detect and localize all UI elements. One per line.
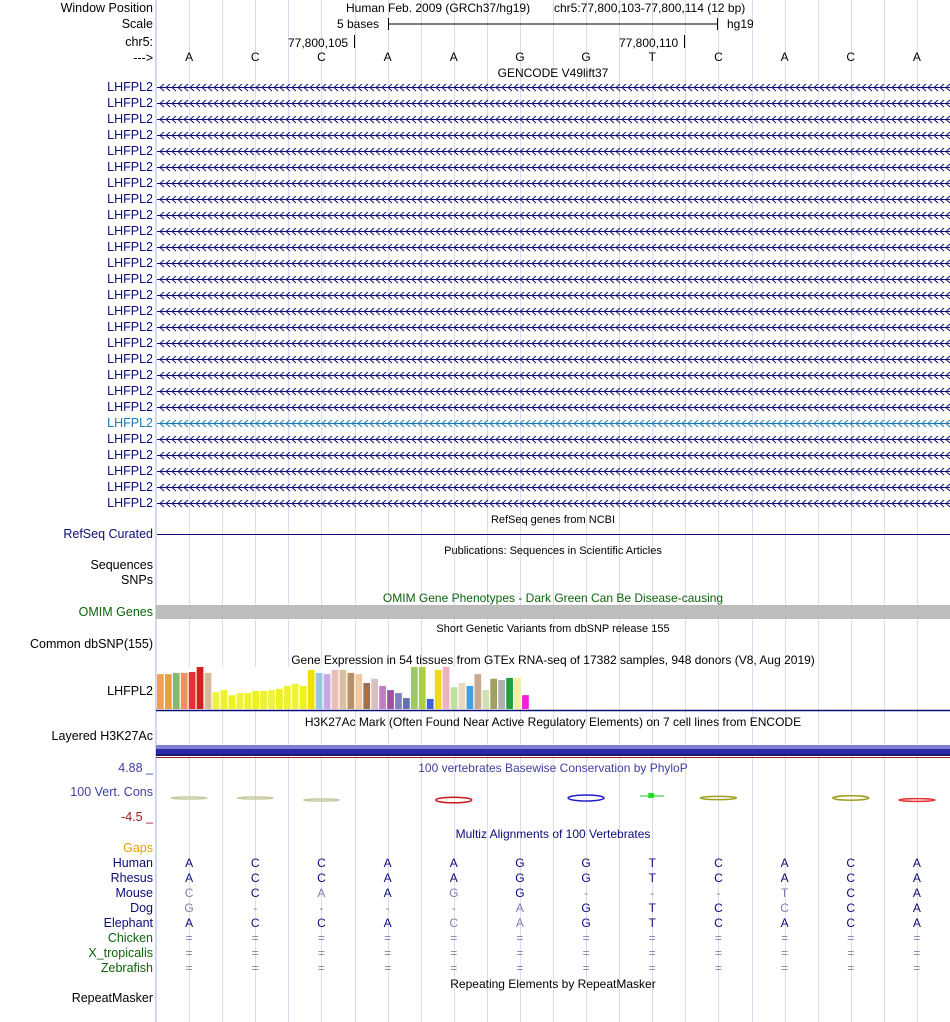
gtex-tissue-bar: [387, 690, 394, 709]
refseq-track-title: RefSeq genes from NCBI: [490, 514, 616, 526]
h3k27ac-layer: [156, 749, 950, 754]
gtex-tissue-bar: [474, 674, 481, 709]
coord-label-2: 77,800,110: [619, 36, 679, 50]
multiz-aligned-base: =: [781, 931, 789, 945]
cons-ymin-label: -4.5 _: [121, 810, 153, 824]
strand-label: --->: [133, 51, 153, 65]
multiz-aligned-base: =: [251, 961, 259, 975]
gtex-tissue-bar: [371, 679, 378, 709]
multiz-aligned-base: =: [582, 931, 590, 945]
gtex-tissue-bar: [419, 667, 426, 709]
gencode-transcript-label[interactable]: LHFPL2: [107, 208, 153, 222]
repeatmasker-track-title: Repeating Elements by RepeatMasker: [450, 977, 656, 991]
multiz-aligned-base: G: [581, 901, 591, 915]
multiz-aligned-base: C: [846, 856, 856, 870]
gtex-tissue-bar: [173, 673, 180, 709]
multiz-aligned-base: G: [581, 916, 591, 930]
multiz-aligned-base: =: [317, 946, 325, 960]
multiz-aligned-base: -: [584, 886, 589, 900]
multiz-aligned-base: A: [780, 871, 789, 885]
base-letter: C: [714, 50, 723, 64]
omim-track-label[interactable]: OMIM Genes: [78, 605, 153, 619]
multiz-aligned-base: C: [317, 871, 326, 885]
multiz-aligned-base: C: [846, 871, 856, 885]
multiz-aligned-base: =: [384, 946, 392, 960]
dbsnp-track-title: Short Genetic Variants from dbSNP release 155: [436, 623, 670, 635]
multiz-aligned-base: =: [384, 931, 392, 945]
multiz-species-label[interactable]: X_tropicalis: [88, 946, 153, 960]
multiz-aligned-base: A: [912, 901, 921, 915]
multiz-aligned-base: G: [449, 886, 459, 900]
gencode-transcript-label[interactable]: LHFPL2: [107, 400, 153, 414]
multiz-aligned-base: =: [516, 961, 524, 975]
gtex-tissue-bar: [435, 670, 442, 709]
gtex-tissue-bar: [490, 679, 497, 709]
gtex-tissue-bar: [411, 667, 418, 709]
gtex-track-title: Gene Expression in 54 tissues from GTEx RNA-seq of 17382 samples, 948 donors (V8, Aug 2019): [291, 653, 815, 667]
multiz-aligned-base: =: [450, 946, 458, 960]
gtex-tissue-bar: [498, 680, 505, 709]
multiz-aligned-base: G: [515, 856, 525, 870]
multiz-aligned-base: =: [714, 946, 722, 960]
base-letter: A: [780, 50, 789, 64]
gtex-tissue-bar: [482, 690, 489, 709]
pubs-sequences-label[interactable]: Sequences: [90, 558, 153, 572]
multiz-aligned-base: =: [384, 961, 392, 975]
base-letter: C: [846, 50, 856, 64]
gencode-transcript-label[interactable]: LHFPL2: [107, 192, 153, 206]
multiz-aligned-base: -: [319, 901, 324, 915]
h3k27ac-layer: [156, 745, 950, 749]
multiz-aligned-base: =: [582, 946, 590, 960]
multiz-gaps-label[interactable]: Gaps: [123, 841, 153, 855]
assembly-name: Human Feb. 2009 (GRCh37/hg19): [346, 1, 531, 15]
gtex-tissue-bar: [308, 670, 315, 709]
gencode-transcript-label[interactable]: LHFPL2: [107, 240, 153, 254]
multiz-aligned-base: C: [714, 901, 723, 915]
gtex-tissue-bar: [189, 672, 196, 709]
gtex-tissue-bar: [284, 686, 291, 709]
multiz-aligned-base: C: [714, 856, 723, 870]
multiz-aligned-base: A: [185, 856, 194, 870]
gencode-transcript-label[interactable]: LHFPL2: [107, 144, 153, 158]
gtex-tissue-bar: [228, 695, 235, 709]
gtex-tissue-bar: [220, 690, 227, 709]
multiz-aligned-base: T: [780, 886, 789, 900]
multiz-aligned-base: =: [847, 931, 855, 945]
multiz-aligned-base: T: [648, 871, 656, 885]
multiz-aligned-base: C: [317, 916, 326, 930]
multiz-aligned-base: A: [449, 871, 458, 885]
multiz-aligned-base: =: [714, 961, 722, 975]
multiz-aligned-base: C: [317, 856, 326, 870]
gtex-tissue-bar: [363, 683, 370, 709]
gtex-tissue-bar: [181, 673, 188, 709]
multiz-aligned-base: G: [581, 871, 591, 885]
gencode-transcript-label[interactable]: LHFPL2: [107, 160, 153, 174]
gencode-transcript-label[interactable]: LHFPL2: [107, 80, 153, 94]
multiz-aligned-base: A: [449, 856, 458, 870]
multiz-aligned-base: =: [516, 931, 524, 945]
multiz-aligned-base: =: [582, 961, 590, 975]
multiz-aligned-base: =: [450, 961, 458, 975]
multiz-aligned-base: G: [515, 871, 525, 885]
multiz-aligned-base: A: [383, 871, 392, 885]
multiz-aligned-base: =: [185, 931, 193, 945]
gencode-transcript-label[interactable]: LHFPL2: [107, 336, 153, 350]
cons-score-mark: [436, 797, 472, 803]
multiz-aligned-base: C: [449, 916, 459, 930]
gtex-tissue-bar: [197, 667, 204, 709]
multiz-aligned-base: =: [913, 946, 921, 960]
h3k27ac-track-label[interactable]: Layered H3K27Ac: [51, 729, 153, 743]
multiz-aligned-base: =: [781, 961, 789, 975]
multiz-aligned-base: =: [516, 946, 524, 960]
gtex-tissue-bar: [403, 698, 410, 709]
multiz-track-title: Multiz Alignments of 100 Vertebrates: [455, 827, 651, 841]
gencode-transcript-label[interactable]: LHFPL2: [107, 224, 153, 238]
window-position-label: Window Position: [60, 1, 153, 15]
multiz-aligned-base: T: [648, 916, 656, 930]
multiz-aligned-base: =: [913, 931, 921, 945]
multiz-aligned-base: C: [250, 916, 260, 930]
multiz-aligned-base: G: [581, 856, 591, 870]
multiz-aligned-base: =: [251, 946, 259, 960]
base-letter: T: [648, 50, 656, 64]
refseq-track-label[interactable]: RefSeq Curated: [63, 527, 153, 541]
multiz-aligned-base: =: [450, 931, 458, 945]
multiz-aligned-base: -: [650, 886, 655, 900]
gtex-tissue-bar: [379, 686, 386, 709]
gtex-tissue-bar: [205, 673, 212, 709]
multiz-aligned-base: =: [317, 931, 325, 945]
gtex-tissue-bar: [451, 687, 458, 709]
omim-gene-bar: [156, 605, 950, 619]
multiz-aligned-base: T: [648, 856, 656, 870]
gencode-transcript-label[interactable]: LHFPL2: [107, 448, 153, 462]
base-letter: G: [581, 50, 591, 64]
multiz-aligned-base: =: [251, 931, 259, 945]
gtex-tissue-bar: [347, 673, 354, 709]
coord-label-1: 77,800,105: [288, 36, 349, 50]
multiz-aligned-base: -: [716, 886, 721, 900]
multiz-aligned-base: C: [846, 886, 856, 900]
gtex-tissue-bar: [165, 674, 172, 709]
gencode-transcript-label[interactable]: LHFPL2: [107, 416, 153, 430]
multiz-aligned-base: A: [383, 856, 392, 870]
base-letter: A: [449, 50, 458, 64]
cons-score-mark: [833, 796, 869, 800]
gtex-tissue-bar: [316, 673, 323, 709]
gencode-transcript-label[interactable]: LHFPL2: [107, 464, 153, 478]
gtex-tissue-bar: [522, 695, 529, 709]
gtex-tissue-bar: [443, 667, 450, 709]
gtex-tissue-bar: [157, 674, 164, 709]
multiz-aligned-base: G: [515, 886, 525, 900]
multiz-aligned-base: C: [184, 886, 194, 900]
multiz-aligned-base: A: [912, 916, 921, 930]
multiz-aligned-base: =: [648, 946, 656, 960]
multiz-aligned-base: =: [185, 946, 193, 960]
base-letter: A: [383, 50, 392, 64]
gencode-transcript-label[interactable]: LHFPL2: [107, 288, 153, 302]
gtex-tissue-bar: [268, 690, 275, 709]
gencode-transcript-label[interactable]: LHFPL2: [107, 368, 153, 382]
gencode-transcript-label[interactable]: LHFPL2: [107, 96, 153, 110]
multiz-aligned-base: =: [847, 946, 855, 960]
multiz-aligned-base: -: [253, 901, 258, 915]
multiz-aligned-base: A: [515, 901, 524, 915]
multiz-aligned-base: A: [383, 886, 392, 900]
gtex-track-label[interactable]: LHFPL2: [107, 684, 153, 698]
gencode-transcript-label[interactable]: LHFPL2: [107, 496, 153, 510]
gtex-tissue-bar: [514, 678, 521, 709]
gencode-track-title: GENCODE V49lift37: [497, 66, 609, 80]
multiz-aligned-base: C: [780, 901, 789, 915]
multiz-aligned-base: A: [912, 871, 921, 885]
multiz-aligned-base: =: [317, 961, 325, 975]
gtex-tissue-bar: [355, 674, 362, 709]
gencode-transcript-label[interactable]: LHFPL2: [107, 384, 153, 398]
multiz-aligned-base: T: [648, 901, 656, 915]
multiz-aligned-base: =: [648, 931, 656, 945]
multiz-aligned-base: A: [912, 856, 921, 870]
multiz-aligned-base: C: [250, 886, 260, 900]
gtex-tissue-bar: [467, 686, 474, 709]
base-letter: C: [317, 50, 326, 64]
cons-ymax-label: 4.88 _: [118, 761, 153, 775]
gencode-transcript-label[interactable]: LHFPL2: [107, 256, 153, 270]
gtex-tissue-bar: [292, 684, 299, 709]
base-letter: G: [515, 50, 525, 64]
cons-track-label[interactable]: 100 Vert. Cons: [70, 785, 153, 799]
assembly-db: hg19: [727, 17, 754, 31]
multiz-species-label[interactable]: Rhesus: [110, 871, 153, 885]
multiz-aligned-base: A: [780, 856, 789, 870]
multiz-species-label[interactable]: Zebrafish: [100, 961, 153, 975]
gencode-transcript-label[interactable]: LHFPL2: [107, 176, 153, 190]
gencode-transcript-label[interactable]: LHFPL2: [107, 352, 153, 366]
position-text: chr5:77,800,103-77,800,114 (12 bp): [554, 1, 746, 15]
gtex-tissue-bar: [332, 670, 339, 709]
gtex-tissue-bar: [506, 678, 513, 709]
pubs-track-title: Publications: Sequences in Scientific Articles: [444, 545, 662, 557]
scale-bar-label: 5 bases: [337, 17, 380, 31]
multiz-aligned-base: A: [317, 886, 326, 900]
multiz-aligned-base: =: [185, 961, 193, 975]
gtex-tissue-bar: [395, 693, 402, 709]
cons-score-mark: [899, 799, 935, 802]
multiz-aligned-base: A: [383, 916, 392, 930]
gtex-tissue-bar: [213, 692, 220, 709]
gencode-transcript-label[interactable]: LHFPL2: [107, 320, 153, 334]
gtex-tissue-bar: [260, 691, 267, 709]
pubs-snps-label[interactable]: SNPs: [121, 573, 153, 587]
multiz-aligned-base: C: [250, 871, 260, 885]
base-letter: C: [250, 50, 260, 64]
multiz-species-label[interactable]: Chicken: [107, 931, 153, 945]
multiz-aligned-base: C: [714, 916, 723, 930]
multiz-aligned-base: A: [912, 886, 921, 900]
gtex-tissue-bar: [276, 689, 283, 709]
gencode-transcript-label[interactable]: LHFPL2: [107, 480, 153, 494]
gtex-tissue-bar: [300, 686, 307, 709]
multiz-aligned-base: -: [451, 901, 456, 915]
multiz-aligned-base: =: [648, 961, 656, 975]
multiz-species-label[interactable]: Elephant: [103, 916, 153, 930]
gtex-tissue-bar: [324, 674, 331, 709]
multiz-aligned-base: A: [515, 916, 524, 930]
multiz-aligned-base: A: [185, 871, 194, 885]
multiz-aligned-base: A: [780, 916, 789, 930]
gtex-tissue-bar: [340, 670, 347, 709]
multiz-aligned-base: =: [913, 961, 921, 975]
scale-label: Scale: [121, 17, 153, 31]
h3k27ac-layer: [156, 754, 950, 756]
multiz-aligned-base: =: [714, 931, 722, 945]
multiz-aligned-base: -: [385, 901, 390, 915]
omim-track-title: OMIM Gene Phenotypes - Dark Green Can Be Disease-causing: [382, 591, 724, 605]
multiz-aligned-base: C: [846, 901, 856, 915]
multiz-aligned-base: G: [184, 901, 194, 915]
multiz-aligned-base: C: [714, 871, 723, 885]
gencode-transcript-label[interactable]: LHFPL2: [107, 112, 153, 126]
gencode-transcript-label[interactable]: LHFPL2: [107, 128, 153, 142]
gencode-transcript-label[interactable]: LHFPL2: [107, 304, 153, 318]
chrom-label: chr5:: [125, 35, 153, 49]
gtex-tissue-bar: [252, 691, 259, 709]
dbsnp-track-label[interactable]: Common dbSNP(155): [30, 637, 153, 651]
gtex-tissue-bar: [427, 699, 434, 709]
multiz-aligned-base: =: [847, 961, 855, 975]
multiz-species-label[interactable]: Dog: [130, 901, 153, 915]
multiz-species-label[interactable]: Mouse: [115, 886, 153, 900]
cons-score-mark: [648, 793, 654, 798]
gtex-tissue-bar: [459, 683, 466, 709]
multiz-aligned-base: A: [185, 916, 194, 930]
gencode-transcript-label[interactable]: LHFPL2: [107, 432, 153, 446]
multiz-species-label[interactable]: Human: [112, 856, 153, 870]
gtex-tissue-bar: [244, 693, 251, 709]
gtex-tissue-bar: [236, 693, 243, 709]
cons-track-title: 100 vertebrates Basewise Conservation by PhyloP: [418, 761, 688, 775]
gencode-transcript-label[interactable]: LHFPL2: [107, 272, 153, 286]
base-letter: A: [185, 50, 194, 64]
multiz-aligned-base: C: [846, 916, 856, 930]
multiz-aligned-base: =: [781, 946, 789, 960]
h3k27ac-track-title: H3K27Ac Mark (Often Found Near Active Regulatory Elements) on 7 cell lines from ENCODE: [304, 715, 802, 729]
repeatmasker-track-label[interactable]: RepeatMasker: [71, 991, 153, 1005]
base-letter: A: [912, 50, 921, 64]
multiz-aligned-base: C: [250, 856, 260, 870]
